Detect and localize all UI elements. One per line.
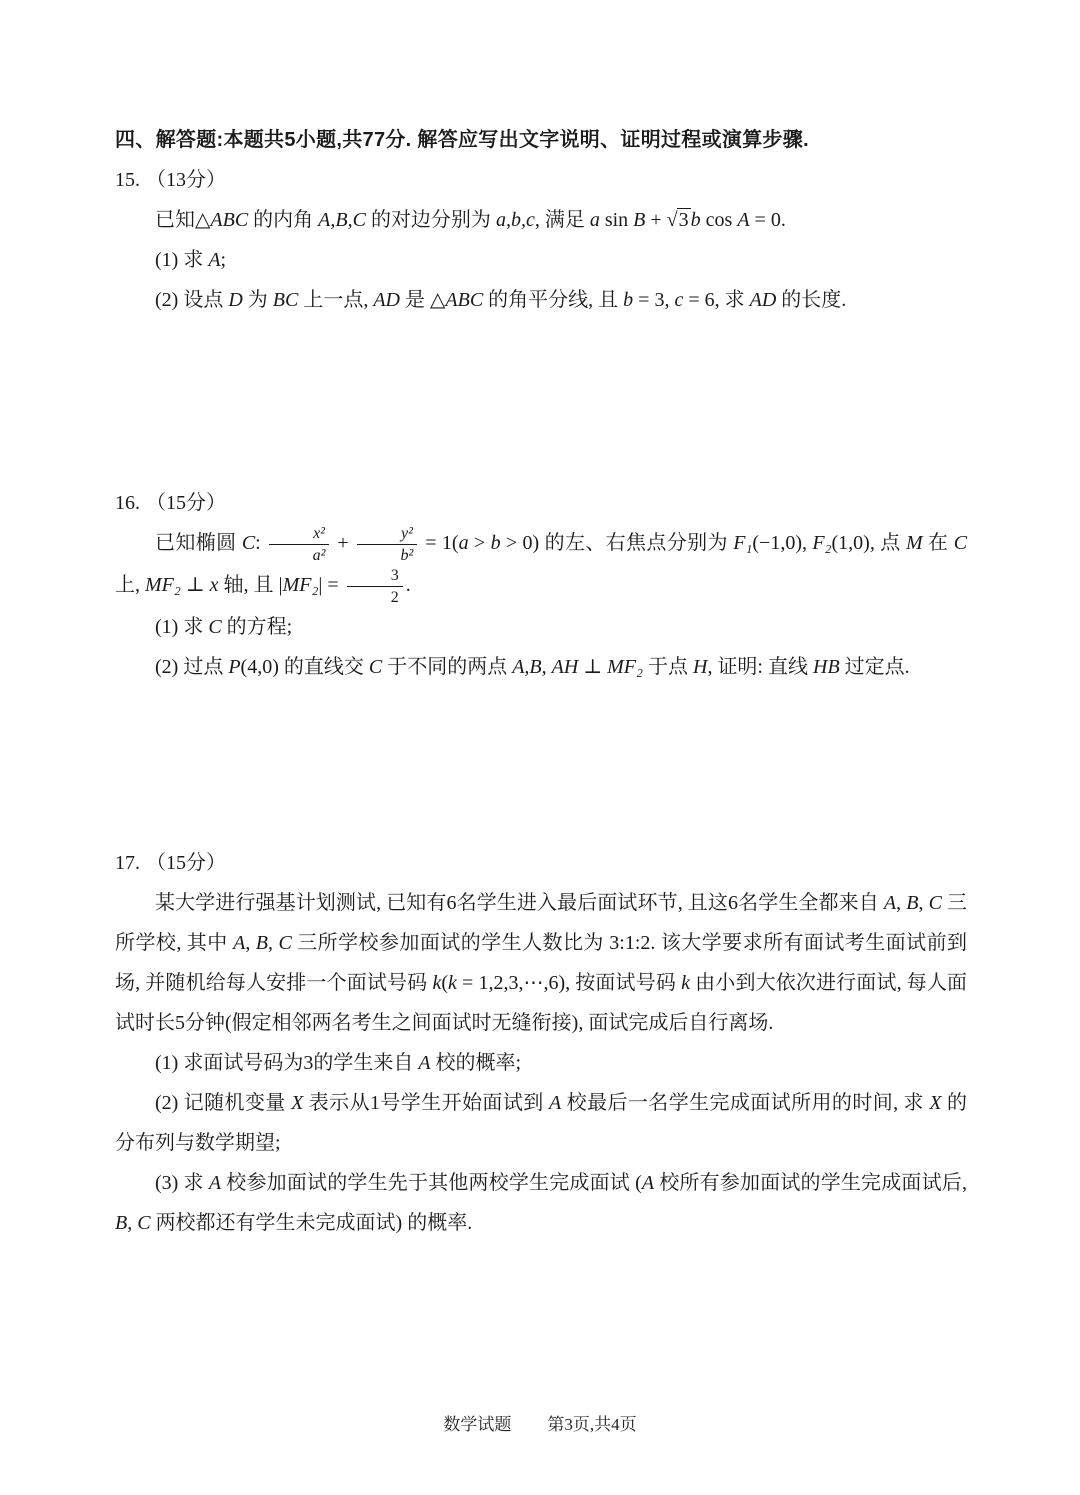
question-17-part-1: (1) 求面试号码为3的学生来自 A 校的概率;	[155, 1052, 522, 1075]
question-17-part-2: (2) 记随机变量 X 表示从1号学生开始面试到 A 校最后一名学生完成面试所用的时间, 求 X 的分布列与数学期望;	[115, 1092, 967, 1155]
question-16-part-2: (2) 过点 P(4,0) 的直线交 C 于不同的两点 A,B, AH ⊥ MF₂ 于点 H, 证明: 直线 HB 过定点.	[155, 656, 910, 679]
question-15	[115, 160, 967, 320]
doc-title: 数学试题	[443, 1415, 512, 1434]
question-16	[115, 483, 967, 687]
question-16-label	[115, 483, 967, 523]
question-17-part-3: (3) 求 A 校参加面试的学生先于其他两校学生完成面试 (A 校所有参加面试的学生完成面试后, B, C 两校都还有学生未完成面试) 的概率.	[115, 1172, 967, 1235]
question-points: （15分）	[146, 492, 226, 514]
question-15-part-2: (2) 设点 D 为 BC 上一点, AD 是 △ABC 的角平分线, 且 b = 3, c = 6, 求 AD 的长度.	[155, 289, 847, 311]
question-number: 17.	[115, 852, 140, 875]
question-15-label	[115, 160, 967, 200]
question-17	[115, 843, 967, 1243]
page-number: 第3页,共4页	[547, 1415, 637, 1434]
question-17-stem: 某大学进行强基计划测试, 已知有6名学生进入最后面试环节, 且这6名学生全都来自 A, B, C 三所学校, 其中 A, B, C 三所学校参加面试的学生人数比为 3:1:2. 该大学要求所有面试考生面试前到场, 并随机给每人安排一个面试号码 k(k = 1,2,3,⋯,6), 按面试号码 k 由小到大依次进行面试, 每人面试时长5分钟(假定相邻两名考生之间面试时无缝衔接), 面试完成后自行离场.	[115, 892, 968, 1035]
question-number: 16.	[115, 492, 140, 514]
page-footer	[0, 1410, 1080, 1435]
question-16-stem: 已知椭圆 C: $\frac{\text{x²}}{\text{a²}}$ + $\frac{\text{y²}}{\text{b²}}$ = 1(a > b > 0) 的左、右焦点分别为 F₁(−1,0), F₂(1,0), 点 M 在 C 上, MF₂ ⊥ x 轴, 且 |MF₂| = $\frac{3}{2}$ .	[115, 524, 968, 606]
question-15-part-1: (1) 求 A;	[155, 249, 227, 271]
question-16-part-1: (1) 求 C 的方程;	[155, 616, 293, 639]
question-15-stem: 已知△ABC 的内角 A,B,C 的对边分别为 a,b,c, 满足 a sin B + √3 b cos A = 0.	[155, 209, 786, 231]
question-points: （15分）	[146, 852, 226, 875]
section-header: 四、解答题:本题共5小题,共77分. 解答应写出文字说明、证明过程或演算步骤.	[115, 129, 809, 151]
question-points: （13分）	[146, 169, 226, 191]
question-17-label	[115, 843, 967, 883]
question-number: 15.	[115, 169, 140, 191]
